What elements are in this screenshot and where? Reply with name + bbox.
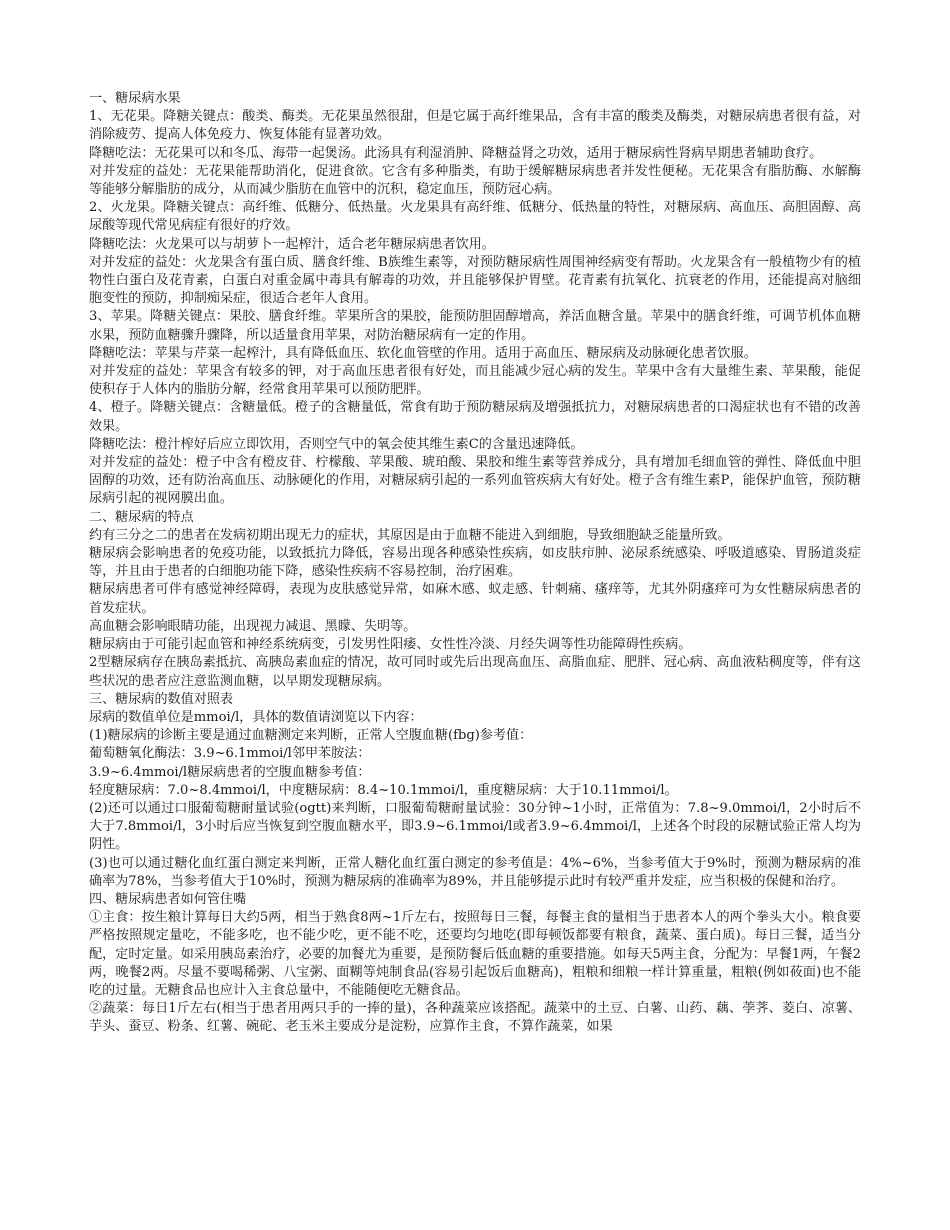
paragraph-values-severity: 轻度糖尿病：7.0~8.4mmoi/l，中度糖尿病：8.4~10.1mmoi/l，重度糖尿病：大于10.11mmoi/l。: [89, 782, 678, 798]
paragraph-fig-intro: 1、无花果。降糖关键点：酸类、酶类。无花果虽然很甜，但是它属于高纤维果品，含有丰富的酸类及酶类，对糖尿病患者很有益，对消除疲劳、提高人体免疫力、恢复体能有显著功效。: [89, 109, 861, 143]
paragraph-feature-eyes: 高血糖会影响眼睛功能，出现视力减退、黑矇、失明等。: [89, 618, 417, 634]
paragraph-values-unit: 尿病的数值单位是mmoi/l，具体的数值请浏览以下内容：: [89, 709, 423, 725]
section-heading-values: 三、糖尿病的数值对照表: [89, 691, 234, 707]
paragraph-apple-intro: 3、苹果。降糖关键点：果胶、膳食纤维。苹果所含的果胶，能预防胆固醇增高，养活血糖含量。苹果中的膳食纤维，可调节机体血糖水果，预防血糖骤升骤降，所以适量食用苹果，对防治糖尿病有一定的作用。: [89, 309, 861, 343]
paragraph-apple-eating: 降糖吃法：苹果与芹菜一起榨汁，具有降低血压、软化血管壁的作用。适用于高血压、糖尿病及动脉硬化患者饮服。: [89, 345, 757, 361]
paragraph-feature-sexual: 糖尿病由于可能引起血管和神经系统病变，引发男性阳痿、女性性冷淡、月经失调等性功能障碍性疾病。: [89, 637, 692, 653]
paragraph-feature-type2: 2型糖尿病存在胰岛素抵抗、高胰岛素血症的情况，故可同时或先后出现高血压、高脂血症、肥胖、冠心病、高血液粘稠度等，伴有这些状况的患者应注意监测血糖，以早期发现糖尿病。: [89, 655, 861, 689]
paragraph-pitaya-benefits: 对并发症的益处：火龙果含有蛋白质、膳食纤维、B族维生素等，对预防糖尿病性周围神经病变有帮助。火龙果含有一般植物少有的植物性白蛋白及花青素，白蛋白对重金属中毒具有解毒的功效，并且能够保护胃壁。花青素有抗氧化、抗衰老的作用，还能提高对脑细胞变性的预防，抑制痴呆症，很适合老年人食用。: [89, 254, 861, 307]
document-page: [89, 90, 861, 1037]
section-heading-features: 二、糖尿病的特点: [89, 509, 194, 525]
paragraph-feature-fatigue: 约有三分之二的患者在发病初期出现无力的症状，其原因是由于血糖不能进入到细胞，导致细胞缺乏能量所致。: [89, 527, 731, 543]
paragraph-orange-eating: 降糖吃法：橙汁榨好后应立即饮用，否则空气中的氧会使其维生素C的含量迅速降低。: [89, 436, 584, 452]
paragraph-diet-staple: ①主食：按生粮计算每日大约5两，相当于熟食8两~1斤左右，按照每日三餐，每餐主食的量相当于患者本人的两个拳头大小。粮食要严格按照规定量吃，不能多吃，也不能少吃，更不能不吃，还要均匀地吃(即每顿饭都要有粮食，蔬菜、蛋白质)。每日三餐，适当分配，定时定量。如采用胰岛素治疗，必要的加餐尤为重要，是预防餐后低血糖的重要措施。如每天5两主食，分配为：早餐1两，午餐2两，晚餐2两。尽量不要喝稀粥、八宝粥、面糊等炖制食品(容易引起饭后血糖高)，粗粮和细粮一样计算重量，粗粮(例如莜面)也不能吃的过量。无糖食品也应计入主食总量中，不能随便吃无糖食品。: [89, 910, 861, 998]
section-heading-fruits: 一、糖尿病水果: [89, 91, 181, 106]
paragraph-pitaya-eating: 降糖吃法：火龙果可以与胡萝卜一起榨汁，适合老年糖尿病患者饮用。: [89, 236, 495, 252]
paragraph-pitaya-intro: 2、火龙果。降糖关键点：高纤维、低糖分、低热量。火龙果具有高纤维、低糖分、低热量的特性，对糖尿病、高血压、高胆固醇、高尿酸等现代常见病症有很好的疗效。: [89, 200, 861, 234]
paragraph-values-toluidine: 3.9~6.4mmoi/l糖尿病患者的空腹血糖参考值：: [89, 764, 371, 780]
paragraph-fig-benefits: 对并发症的益处：无花果能帮助消化，促进食欲。它含有多种脂类，有助于缓解糖尿病患者并发性便秘。无花果含有脂肪酶、水解酶等能够分解脂肪的成分，从而减少脂肪在血管中的沉积，稳定血压，预防冠心病。: [89, 163, 861, 198]
paragraph-apple-benefits: 对并发症的益处：苹果含有较多的钾，对于高血压患者很有好处，而且能减少冠心病的发生。苹果中含有大量维生素、苹果酸，能促使积存于人体内的脂肪分解，经常食用苹果可以预防肥胖。: [89, 364, 861, 398]
section-heading-diet: 四、糖尿病患者如何管住嘴: [89, 891, 247, 907]
paragraph-values-hba1c: (3)也可以通过糖化血红蛋白测定来判断，正常人糖化血红蛋白测定的参考值是：4%~6%，当参考值大于9%时，预测为糖尿病的准确率为78%，当参考值大于10%时，预测为糖尿病的准确率为89%，并且能够提示此时有较严重并发症，应当积极的保健和治疗。: [89, 855, 861, 889]
paragraph-values-oxidase: 葡萄糖氧化酶法：3.9~6.1mmoi/l邻甲苯胺法：: [89, 746, 371, 762]
paragraph-orange-intro: 4、橙子。降糖关键点：含糖量低。橙子的含糖量低，常食有助于预防糖尿病及增强抵抗力，对糖尿病患者的口渴症状也有不错的改善效果。: [89, 400, 861, 434]
paragraph-values-fasting: (1)糖尿病的诊断主要是通过血糖测定来判断，正常人空腹血糖(fbg)参考值：: [89, 728, 533, 744]
paragraph-diet-vegetables: ②蔬菜：每日1斤左右(相当于患者用两只手的一捧的量)，各种蔬菜应该搭配。蔬菜中的土豆、白薯、山药、藕、荸荠、菱白、凉薯、芋头、蚕豆、粉条、红薯、碗砣、老玉米主要成分是淀粉，应算作主食，不算作蔬菜，如果: [89, 1001, 861, 1035]
paragraph-feature-nerves: 糖尿病患者可伴有感觉神经障碍，表现为皮肤感觉异常，如麻木感、蚁走感、针刺痛、瘙痒等，尤其外阴瘙痒可为女性糖尿病患者的首发症状。: [89, 582, 861, 616]
paragraph-fig-eating: 降糖吃法：无花果可以和冬瓜、海带一起煲汤。此汤具有利湿消肿、降糖益肾之功效，适用于糖尿病性肾病早期患者辅助食疗。: [89, 145, 823, 161]
paragraph-feature-immunity: 糖尿病会影响患者的免疫功能，以致抵抗力降低，容易出现各种感染性疾病，如皮肤疖肿、泌尿系统感染、呼吸道感染、胃肠道炎症等，并且由于患者的白细胞功能下降，感染性疾病不容易控制，治疗困难。: [89, 546, 861, 580]
paragraph-orange-benefits: 对并发症的益处：橙子中含有橙皮苷、柠檬酸、苹果酸、琥珀酸、果胶和维生素等营养成分，具有增加毛细血管的弹性、降低血中胆固醇的功效，还有防治高血压、动脉硬化的作用，对糖尿病引起的一系列血管疾病大有好处。橙子含有维生素P，能保护血管，预防糖尿病引起的视网膜出血。: [89, 455, 861, 507]
paragraph-values-ogtt: (2)还可以通过口服葡萄糖耐量试验(ogtt)来判断，口服葡萄糖耐量试验：30分钟~1小时，正常值为：7.8~9.0mmoi/l，2小时后不大于7.8mmoi/l，3小时后应当恢复到空腹血糖水平，即3.9~6.1mmoi/l或者3.9~6.4mmoi/l，上述各个时段的尿糖试验正常人均为阴性。: [89, 800, 861, 853]
